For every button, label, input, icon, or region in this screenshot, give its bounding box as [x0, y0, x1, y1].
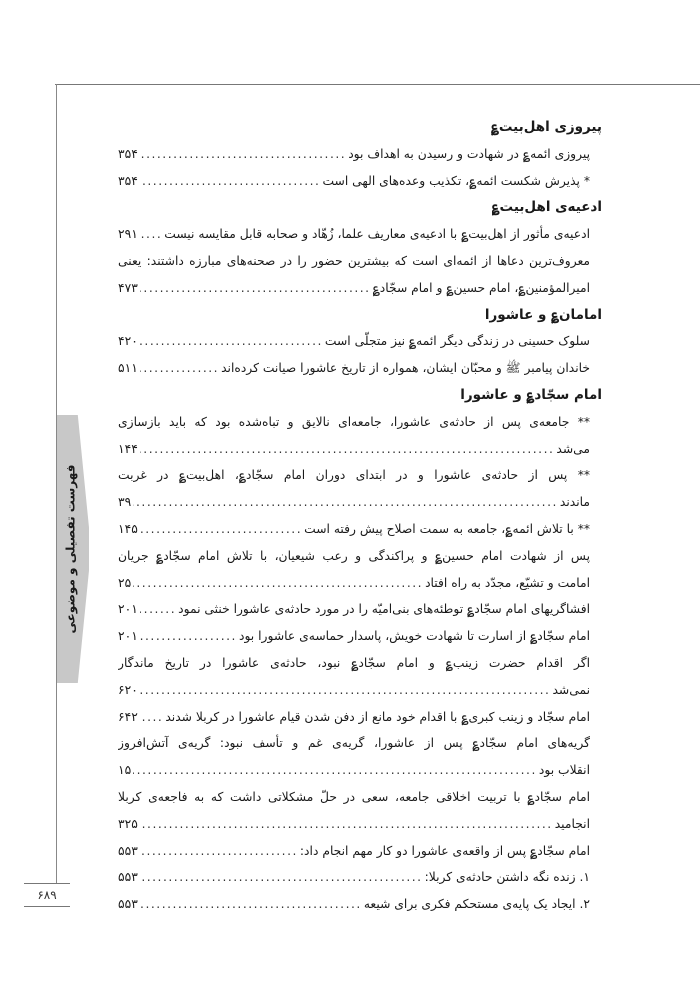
entry-text: امام سجّاد و زینب کبری؏ با اقدام خود مانع از دفن شدن قیام عاشورا در کربلا شدند [165, 709, 590, 724]
dot-leader [133, 757, 537, 784]
dot-leader [140, 811, 553, 838]
entry-text: پس از شهادت امام حسین؏ و پراکندگی و رعب شیعیان، با تلاش امام سجّاد؏ جریان [118, 548, 590, 563]
index-entry [118, 838, 602, 865]
entry-text: ادعیه‌ی اهل‌بیت؏ [491, 199, 602, 216]
entry-text: افشاگریهای امام سجّاد؏ توطئه‌های بنی‌امیّه را در مورد حادثه‌ی عاشورا خنثی نمود [178, 602, 590, 617]
index-entry [118, 704, 602, 731]
dot-leader [140, 328, 323, 355]
index-entry [118, 757, 602, 784]
entry-text: نمی‌شد [552, 682, 590, 697]
page-ref: ۵۵۳ [118, 897, 138, 912]
entry-text: پیروزی ائمه؏ در شهادت و رسیدن به اهداف بود [348, 146, 590, 161]
dot-leader [140, 838, 298, 865]
entry-text: امام سجّاد؏ پس از واقعه‌ی عاشورا دو کار مهم انجام داد: [299, 843, 590, 858]
page-ref: ۱۵ [118, 763, 132, 778]
page-ref: ۴۲۰ [118, 334, 138, 349]
index-heading [118, 382, 602, 409]
index-entry [118, 168, 602, 195]
page-ref: ۳۵۴ [118, 173, 138, 188]
index-heading [118, 114, 602, 141]
index-entry [118, 596, 602, 623]
dot-leader [140, 141, 346, 168]
page-ref: ۱۴۴ [118, 441, 138, 456]
dot-leader [140, 168, 321, 195]
index-entry [118, 141, 602, 168]
index-entry [118, 570, 602, 597]
index-entry [118, 543, 602, 570]
dot-leader [140, 516, 302, 543]
index-entry [118, 677, 602, 704]
index-entry [118, 516, 602, 543]
entry-text: ۱. زنده نگه داشتن حادثه‌ی کربلا: [424, 870, 590, 885]
dot-leader [140, 677, 551, 704]
entry-text: ** پس از حادثه‌ی عاشورا و در ابتدای دوران امام سجّاد؏، اهل‌بیت؏ در غربت [118, 468, 590, 483]
page-ref: ۲۰۱ [118, 602, 138, 617]
page-ref: ۲۹۱ [118, 227, 138, 242]
index-entry [118, 650, 602, 677]
entry-text: سلوک حسینی در زندگی دیگر ائمه؏ نیز متجلّی است [324, 334, 590, 349]
entry-text: گریه‌های امام سجّاد؏ پس از عاشورا، گریه‌ی غم و تأسف نبود: گریه‌ی آتش‌افروز [118, 736, 590, 751]
index-heading [118, 302, 602, 329]
entry-text: امامت و تشیّع، مجدّد به راه افتاد [425, 575, 590, 590]
dot-leader [140, 355, 219, 382]
dot-leader [140, 436, 555, 463]
entry-text: ادعیه‌ی مأثور از اهل‌بیت؏ با ادعیه‌ی معاریف علما، زُهّاد و صحابه قابل مقایسه نیست [164, 227, 590, 242]
entry-text: ** با تلاش ائمه؏، جامعه به سمت اصلاح پیش رفته است [304, 521, 590, 536]
dot-leader [140, 623, 237, 650]
entry-text: اگر اقدام حضرت زینب؏ و امام سجّاد؏ نبود، حادثه‌ی عاشورا در تاریخ ماندگار [118, 655, 590, 670]
dot-leader [140, 221, 162, 248]
index-entry [118, 891, 602, 918]
page-ref: ۶۲۰ [118, 682, 138, 697]
page-ref: ۵۱۱ [118, 361, 138, 376]
entry-text: معروف‌ترین دعاها از ائمه‌ای است که بیشترین حضور را در صحنه‌های مبارزه داشتند: یعنی [118, 253, 590, 268]
section-tab-label [57, 415, 85, 683]
index-list [118, 114, 602, 918]
section-tab-text: فهرست تفصیلی و موضوعی [64, 464, 78, 634]
page-ref: ۵۵۳ [118, 870, 138, 885]
index-entry [118, 409, 602, 436]
index-entry [118, 436, 602, 463]
entry-text: می‌شد [556, 441, 590, 456]
index-entry [118, 462, 602, 489]
index-entry [118, 730, 602, 757]
index-entry [118, 489, 602, 516]
page-ref: ۲۵ [118, 575, 132, 590]
dot-leader [140, 596, 176, 623]
dot-leader [140, 891, 362, 918]
index-entry [118, 784, 602, 811]
page-ref: ۴۷۳ [118, 280, 138, 295]
page-ref: ۳۵۴ [118, 146, 138, 161]
entry-text: ۲. ایجاد یک پایه‌ی مستحکم فکری برای شیعه [363, 897, 590, 912]
page-ref: ۵۵۳ [118, 843, 138, 858]
dot-leader [133, 489, 558, 516]
index-heading [118, 194, 602, 221]
index-entry [118, 811, 602, 838]
entry-text: امام سجّاد؏ از اسارت تا شهادت خویش، پاسدار حماسه‌ی عاشورا بود [238, 629, 590, 644]
entry-text: پیروزی اهل‌بیت؏ [490, 119, 602, 135]
index-entry [118, 864, 602, 891]
index-entry [118, 355, 602, 382]
index-entry [118, 248, 602, 275]
page-ref: ۱۴۵ [118, 521, 138, 536]
entry-text: انقلاب بود [538, 763, 590, 778]
top-rule [55, 84, 700, 85]
dot-leader [140, 704, 164, 731]
index-entry [118, 221, 602, 248]
page-number: ۶۸۹ [24, 883, 70, 907]
entry-text: امیرالمؤمنین؏، امام حسین؏ و امام سجّاد؏ [372, 280, 590, 295]
entry-text: ** جامعه‌ی پس از حادثه‌ی عاشورا، جامعه‌ای نالایق و تباه‌شده بود که باید بازسازی [118, 414, 590, 429]
entry-text: امام سجّاد؏ با تربیت اخلاقی جامعه، سعی در حلّ مشکلاتی داشت که به فاجعه‌ی کربلا [118, 789, 590, 804]
entry-text: * پذیرش شکست ائمه؏، تکذیب وعده‌های الهی است [322, 173, 590, 188]
page-ref: ۳۲۵ [118, 816, 138, 831]
entry-text: امام سجّاد؏ و عاشورا [460, 386, 602, 403]
index-entry [118, 275, 602, 302]
entry-text: ماندند [559, 495, 590, 510]
page-ref: ۲۰۱ [118, 629, 138, 644]
page-ref: ۳۹ [118, 495, 132, 510]
entry-text: انجامید [554, 816, 590, 831]
dot-leader [140, 275, 371, 302]
dot-leader [140, 864, 423, 891]
index-entry [118, 623, 602, 650]
index-entry [118, 328, 602, 355]
page-ref: ۶۴۲ [118, 709, 138, 724]
entry-text: خاندان پیامبر ﷺ و محبّان ایشان، همواره از تاریخ عاشورا صیانت کرده‌اند [221, 361, 590, 376]
entry-text: امامان؏ و عاشورا [484, 306, 602, 323]
dot-leader [133, 570, 423, 597]
